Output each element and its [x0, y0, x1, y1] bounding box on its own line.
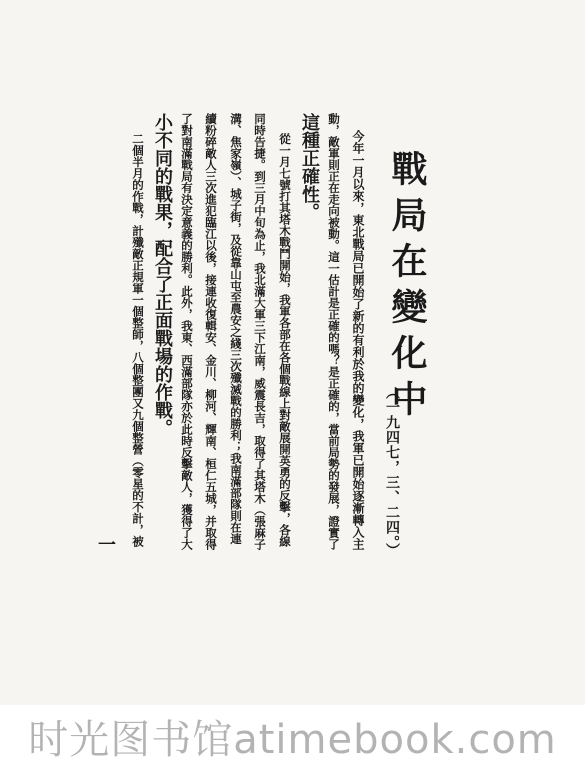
body-line: 同時告捷。到三月中旬為止，我北滿大軍三下江南，威震長吉，取得了其塔木（張麻子: [253, 113, 267, 550]
body-line: 今年一月以來，東北戰局已開始了新的有利於我的變化，我軍已開始逐漸轉入主: [351, 130, 365, 550]
body-line: 這種正確性。: [299, 113, 320, 221]
body-line: 溝、焦家嶺）、城子街，及從靠山屯至農安之綫三次殲滅戰的勝利；我南滿部隊則在連: [229, 113, 243, 545]
body-line: 二個半月的作戰，計殲敵正規軍一個整師，八個整團又九個整營（零星的不計，被: [131, 133, 145, 547]
body-line: 續粉碎敵人三次進犯臨江以後，接連收復輯安、金川、柳河、輝南、桓仁五城，并取得: [204, 113, 218, 550]
page-number: 一: [95, 535, 116, 553]
watermark-text: 时光图书馆atimebook.com: [28, 717, 557, 763]
article-title: 戰局在變化中: [386, 150, 428, 426]
article-date: （一九四七，三、二四。）: [384, 385, 400, 558]
body-line: 動，敵軍則正在走向被動。這一估計是正確的嗎？是正確的，當前局勢的發展，證實了: [327, 113, 341, 550]
body-line: 了對南滿戰局有決定意義的勝利。此外，我東、西滿部隊亦於此時反擊敵人，獲得了大: [180, 113, 194, 550]
body-line: 小不同的戰果，配合了正面戰場的作戰。: [152, 113, 173, 437]
body-line: 從一月七號打其塔木戰鬥開始，我軍各部在各個戰線上對敵展開英勇的反擊，各線: [278, 133, 292, 547]
